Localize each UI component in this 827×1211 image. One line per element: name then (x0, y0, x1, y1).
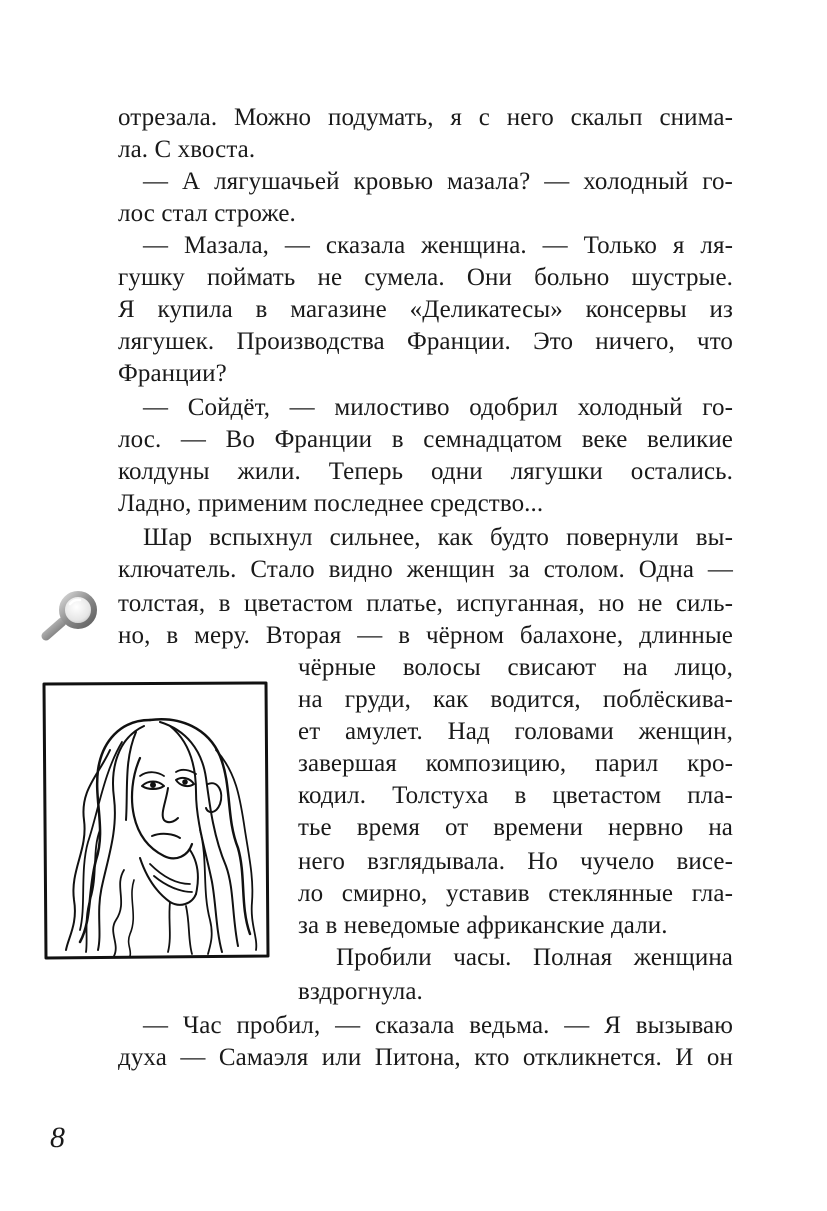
text-line: — Мазала, — сказала женщина. — Только я ля- (143, 232, 733, 259)
text-line: ключатель. Стало видно женщин за столом. Одна — (118, 556, 733, 583)
text-line: — А лягушачьей кровью мазала? — холодный го- (143, 168, 733, 195)
witch-portrait-illustration (40, 680, 272, 960)
text-line: него взглядывала. Но чучело висе- (298, 848, 733, 875)
text-line: ла. С хвоста. (118, 136, 256, 163)
text-line: завершая композицию, парил кро- (298, 750, 733, 777)
text-line: лос стал строже. (118, 200, 296, 227)
text-line: чёрные волосы свисают на лицо, (298, 654, 733, 681)
text-line: — Час пробил, — сказала ведьма. — Я вызываю (143, 1012, 733, 1039)
text-line: Пробили часы. Полная женщина (336, 944, 733, 971)
text-line: но, в меру. Вторая — в чёрном балахоне, длинные (118, 622, 733, 649)
text-line: вздрогнула. (298, 978, 423, 1005)
text-line: духа — Самаэля или Питона, кто откликнется. И он (118, 1044, 733, 1071)
text-line: ет амулет. Над головами женщин, (298, 718, 733, 745)
text-line: — Сойдёт, — милостиво одобрил холодный го- (143, 394, 733, 421)
text-line: лос. — Во Франции в семнадцатом веке великие (118, 426, 733, 453)
text-line: толстая, в цветастом платье, испуганная, но не силь- (118, 590, 733, 617)
text-line: колдуны жили. Теперь одни лягушки остались. (118, 458, 733, 485)
text-line: тье время от времени нервно на (298, 814, 733, 841)
text-line: лягушек. Производства Франции. Это ничего, что (118, 328, 733, 355)
text-line: отрезала. Можно подумать, я с него скальп снима- (118, 104, 733, 131)
text-line: Шар вспыхнул сильнее, как будто повернули вы- (143, 524, 733, 551)
text-line: на груди, как водится, поблёскива- (298, 686, 733, 713)
text-line: Я купила в магазине «Деликатесы» консервы из (118, 296, 733, 323)
text-line: кодил. Толстуха в цветастом пла- (298, 782, 733, 809)
magnifier-icon (40, 590, 102, 642)
page-number: 8 (50, 1121, 65, 1154)
text-line: Франции? (118, 360, 227, 387)
text-line: ло смирно, уставив стеклянные гла- (298, 880, 733, 907)
text-line: Ладно, применим последнее средство... (118, 490, 544, 517)
text-line: за в неведомые африканские дали. (298, 912, 668, 939)
text-line: гушку поймать не сумела. Они больно шустрые. (118, 264, 733, 291)
